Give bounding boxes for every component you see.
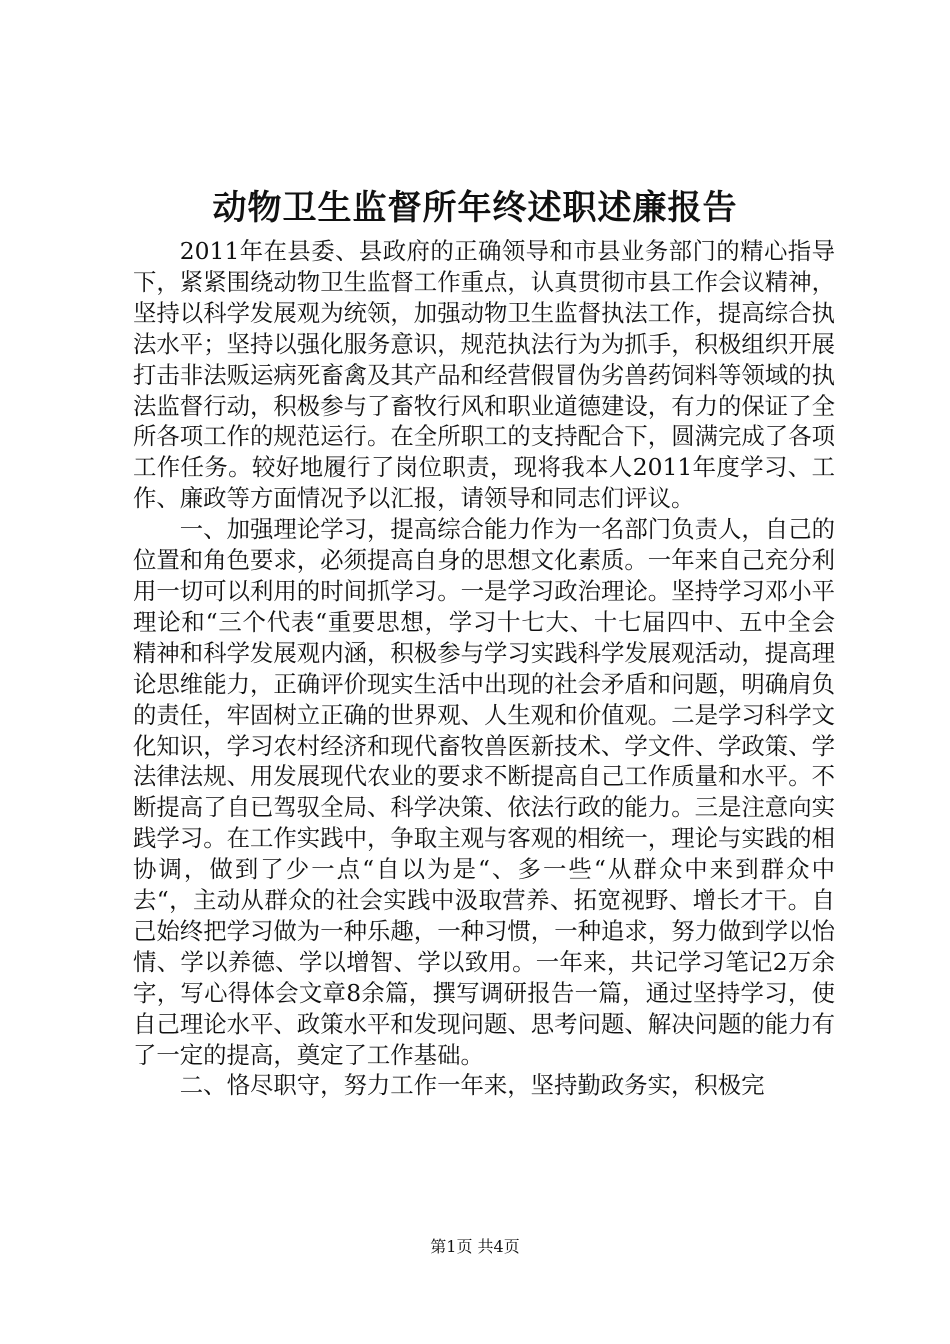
paragraph-intro: 2011年在县委、县政府的正确领导和市县业务部门的精心指导下，紧紧围绕动物卫生监督工作重点，认真贯彻市县工作会议精神，坚持以科学发展观为统领，加强动物卫生监督执法工作，提高综合执法水平；坚持以强化服务意识，规范执法行为为抓手，积极组织开展打击非法贩运病死畜禽及其产品和经营假冒伪劣兽药饲料等领域的执法监督行动，积极参与了畜牧行风和职业道德建设，有力的保证了全所各项工作的规范运行。在全所职工的支持配合下，圆满完成了各项工作任务。较好地履行了岗位职责，现将我本人2011年度学习、工作、廉政等方面情况予以汇报，请领导和同志们评议。 xyxy=(133,237,835,513)
page-footer: 第1页 共4页 xyxy=(430,1237,520,1256)
document-title: 动物卫生监督所年终述职述廉报告 xyxy=(212,188,738,228)
paragraph-section-two: 二、恪尽职守，努力工作一年来，坚持勤政务实，积极完 xyxy=(179,1071,765,1100)
document-body xyxy=(133,236,835,1101)
paragraph-section-one: 一、加强理论学习，提高综合能力作为一名部门负责人，自己的位置和角色要求，必须提高自身的思想文化素质。一年来自己充分利用一切可以利用的时间抓学习。一是学习政治理论。坚持学习邓小平理论和“三个代表“重要思想，学习十七大、十七届四中、五中全会精神和科学发展观内涵，积极参与学习实践科学发展观活动，提高理论思维能力，正确评价现实生活中出现的社会矛盾和问题，明确肩负的责任，牢固树立正确的世界观、人生观和价值观。二是学习科学文化知识，学习农村经济和现代畜牧兽医新技术、学文件、学政策、学法律法规、用发展现代农业的要求不断提高自己工作质量和水平。不断提高了自已驾驭全局、科学决策、依法行政的能力。三是注意向实践学习。在工作实践中，争取主观与客观的相统一，理论与实践的相协调，做到了少一点“自以为是“、多一些“从群众中来到群众中去“，主动从群众的社会实践中汲取营养、拓宽视野、增长才干。自己始终把学习做为一种乐趣，一种习惯，一种追求，努力做到学以怡情、学以养德、学以增智、学以致用。一年来，共记学习笔记2万余字，写心得体会文章8余篇，撰写调研报告一篇，通过坚持学习，使自己理论水平、政策水平和发现问题、思考问题、解决问题的能力有了一定的提高，奠定了工作基础。 xyxy=(133,515,835,1069)
